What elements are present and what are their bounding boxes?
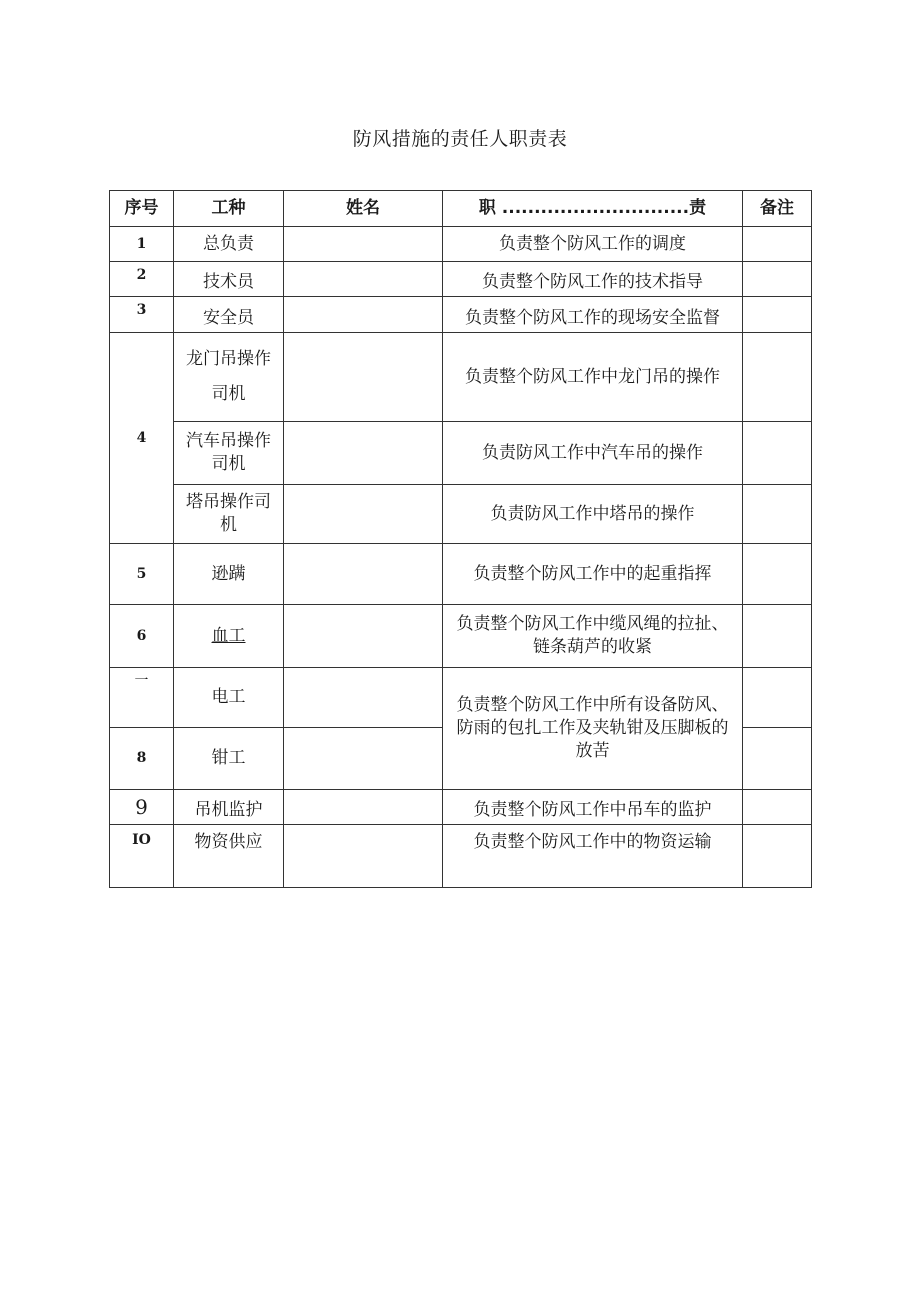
name-cell[interactable] [284, 333, 443, 422]
remark-cell[interactable] [743, 262, 812, 297]
role-cell: 血工 [174, 605, 284, 668]
role-cell: 吊机监护 [174, 790, 284, 825]
remark-cell[interactable] [743, 422, 812, 485]
remark-cell[interactable] [743, 297, 812, 333]
table-row [110, 227, 812, 262]
duty-cell: 负责整个防风工作中的物资运输 [443, 825, 743, 888]
remark-cell[interactable] [743, 728, 812, 790]
duty-line: 放苦 [575, 740, 610, 761]
role-cell: 电工 [174, 668, 284, 728]
name-cell[interactable] [284, 728, 443, 790]
page-title: 防风措施的责任人职责表 [352, 128, 568, 150]
responsibility-table [109, 190, 812, 888]
header-name: 姓名 [284, 191, 443, 227]
header-row [110, 191, 812, 227]
header-duty: 职 .............................责 [443, 191, 743, 227]
header-remark: 备注 [743, 191, 812, 227]
duty-line: 负责整个防风工作中所有设备防风、 [456, 695, 729, 716]
table-row [110, 668, 812, 728]
remark-cell[interactable] [743, 605, 812, 668]
seq-cell: 8 [110, 728, 174, 790]
name-cell[interactable] [284, 605, 443, 668]
table-row [110, 297, 812, 333]
duty-cell: 负责整个防风工作的技术指导 [443, 262, 743, 297]
seq-cell: IO [110, 825, 174, 888]
role-cell: 技术员 [174, 262, 284, 297]
role-line: 司机 [211, 454, 246, 474]
seq-cell: 6 [110, 605, 174, 668]
duty-line: 负责整个防风工作中缆风绳的拉扯、 [456, 614, 729, 635]
seq-cell: 5 [110, 544, 174, 605]
table-row [110, 422, 812, 485]
name-cell[interactable] [284, 544, 443, 605]
role-cell: 逊蹒 [174, 544, 284, 605]
duty-line: 链条葫芦的收紧 [533, 637, 652, 657]
header-seq: 序号 [110, 191, 174, 227]
name-cell[interactable] [284, 297, 443, 333]
role-cell: 物资供应 [174, 825, 284, 888]
table-row [110, 485, 812, 544]
duty-cell: 负责整个防风工作中龙门吊的操作 [443, 333, 743, 422]
table-row [110, 790, 812, 825]
duty-cell: 负责防风工作中汽车吊的操作 [443, 422, 743, 485]
table-row [110, 605, 812, 668]
name-cell[interactable] [284, 227, 443, 262]
name-cell[interactable] [284, 790, 443, 825]
role-cell [174, 422, 284, 485]
role-cell: 安全员 [174, 297, 284, 333]
name-cell[interactable] [284, 422, 443, 485]
duty-cell-merged [443, 668, 743, 790]
seq-cell: 一 [110, 668, 174, 728]
remark-cell[interactable] [743, 825, 812, 888]
seq-cell: 9 [110, 790, 174, 825]
remark-cell[interactable] [743, 333, 812, 422]
seq-cell: 2 [110, 262, 174, 297]
duty-cell: 负责整个防风工作中的起重指挥 [443, 544, 743, 605]
name-cell[interactable] [284, 485, 443, 544]
table-row [110, 333, 812, 422]
remark-cell[interactable] [743, 227, 812, 262]
seq-cell: 1 [110, 227, 174, 262]
duty-cell: 负责整个防风工作中吊车的监护 [443, 790, 743, 825]
table-row [110, 262, 812, 297]
table-row [110, 825, 812, 888]
role-cell [174, 485, 284, 544]
duty-line: 防雨的包扎工作及夹轨钳及压脚板的 [456, 718, 729, 739]
role-cell: 钳工 [174, 728, 284, 790]
role-line: 司机 [211, 384, 246, 404]
duty-cell: 负责整个防风工作的现场安全监督 [443, 297, 743, 333]
table-row [110, 544, 812, 605]
duty-cell: 负责防风工作中塔吊的操作 [443, 485, 743, 544]
name-cell[interactable] [284, 262, 443, 297]
duty-cell: 负责整个防风工作的调度 [443, 227, 743, 262]
seq-cell: 4 [110, 333, 174, 544]
remark-cell[interactable] [743, 790, 812, 825]
header-role: 工种 [174, 191, 284, 227]
role-line: 塔吊操作司 [186, 492, 271, 513]
role-line: 机 [220, 515, 237, 535]
seq-cell: 3 [110, 297, 174, 333]
remark-cell[interactable] [743, 668, 812, 728]
name-cell[interactable] [284, 825, 443, 888]
remark-cell[interactable] [743, 544, 812, 605]
role-line: 龙门吊操作 [186, 349, 271, 370]
name-cell[interactable] [284, 668, 443, 728]
duty-cell [443, 605, 743, 668]
role-cell: 总负责 [174, 227, 284, 262]
remark-cell[interactable] [743, 485, 812, 544]
role-cell [174, 333, 284, 422]
role-line: 汽车吊操作 [186, 431, 271, 452]
